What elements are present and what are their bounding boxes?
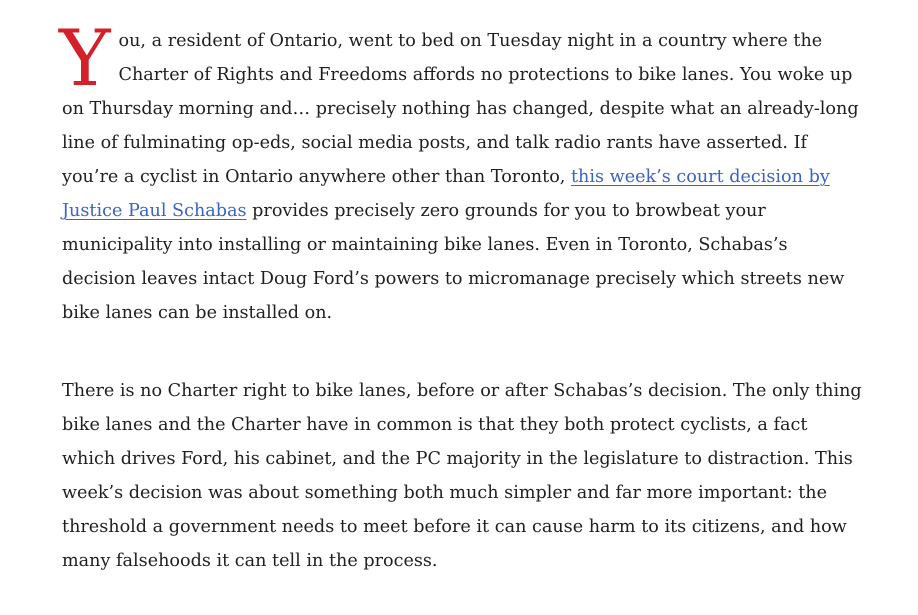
drop-cap-letter: Y [59,14,111,104]
paragraph-2-text: There is no Charter right to bike lanes, before or after Schabas’s decision. The only thing bike lanes and the Charter have in common is that they both protect cyclists, a fact which drives Ford, his cabinet, and the PC majority in the legislature to distraction. This week’s decision was about something both much simpler and far more important: the threshold a government needs to meet before it can cause harm to its citizens, and how many falsehoods it can tell in the process. [62,381,862,571]
paragraph-1 [59,14,862,330]
paragraph-2 [62,374,862,578]
court-decision-link[interactable]: this week’s court decision by Justice Paul Schabas [62,167,830,221]
paragraph-1-text-after-link: provides precisely zero grounds for you to browbeat your municipality into installing or maintaining bike lanes. Even in Toronto, Schabas’s decision leaves intact Doug Ford’s powers to micromanage precisely which streets new bike lanes can be installed on. [62,201,845,323]
paragraph-1-text-before-link: ou, a resident of Ontario, went to bed on Tuesday night in a country where the Charter of Rights and Freedoms affords no protections to bike lanes. You woke up on Thursday morning and… precisely nothing has changed, despite what an already-long line of fulminating op-eds, social media posts, and talk radio rants have asserted. If you’re a cyclist in Ontario anywhere other than Toronto, [62,31,859,187]
article-body [59,14,862,578]
